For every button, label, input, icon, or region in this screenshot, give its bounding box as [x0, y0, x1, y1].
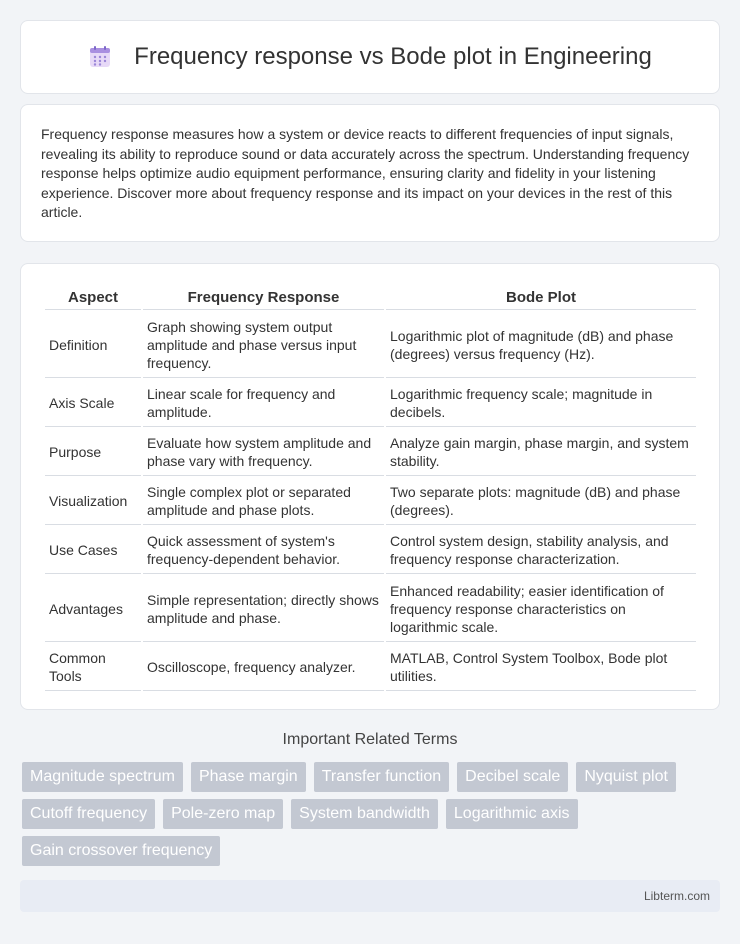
calendar-icon	[88, 45, 112, 69]
related-term-tag[interactable]: Transfer function	[314, 762, 449, 792]
cell-aspect: Visualization	[45, 478, 141, 525]
related-terms-list	[22, 762, 702, 873]
related-term-tag[interactable]: Phase margin	[191, 762, 306, 792]
cell-aspect: Use Cases	[45, 527, 141, 574]
table-row	[45, 380, 696, 427]
cell-bode-plot: MATLAB, Control System Toolbox, Bode plot utilities.	[386, 644, 696, 691]
cell-frequency-response: Quick assessment of system's frequency-dependent behavior.	[143, 527, 384, 574]
table-row	[45, 429, 696, 476]
cell-frequency-response: Simple representation; directly shows amplitude and phase.	[143, 576, 384, 642]
page-title: Frequency response vs Bode plot in Engineering	[134, 43, 652, 70]
cell-bode-plot: Enhanced readability; easier identification of frequency response characteristics on logarithmic scale.	[386, 576, 696, 642]
cell-frequency-response: Linear scale for frequency and amplitude.	[143, 380, 384, 427]
cell-aspect: Purpose	[45, 429, 141, 476]
table-row	[45, 576, 696, 642]
table-row	[45, 312, 696, 378]
cell-frequency-response: Graph showing system output amplitude and phase versus input frequency.	[143, 312, 384, 378]
cell-aspect: Axis Scale	[45, 380, 141, 427]
related-terms-heading: Important Related Terms	[282, 731, 458, 748]
cell-bode-plot: Two separate plots: magnitude (dB) and phase (degrees).	[386, 478, 696, 525]
cell-aspect: Common Tools	[45, 644, 141, 691]
related-term-tag[interactable]: Nyquist plot	[576, 762, 676, 792]
table-row	[45, 527, 696, 574]
footer	[20, 880, 720, 912]
intro-paragraph: Frequency response measures how a system or device reacts to different frequencies of input signals, revealing its ability to reproduce sound or data accurately across the spectrum. Understanding frequency response helps optimize audio equipment performance, ensuring clarity and fidelity in your listening experience. Discover more about frequency response and its impact on your devices in the rest of this article.	[41, 126, 690, 221]
cell-bode-plot: Logarithmic frequency scale; magnitude in decibels.	[386, 380, 696, 427]
related-term-tag[interactable]: Cutoff frequency	[22, 799, 155, 829]
title-card	[20, 20, 720, 94]
cell-bode-plot: Analyze gain margin, phase margin, and system stability.	[386, 429, 696, 476]
column-header-frequency-response: Frequency Response	[143, 286, 384, 310]
intro-card	[20, 104, 720, 242]
related-term-tag[interactable]: System bandwidth	[291, 799, 438, 829]
cell-aspect: Advantages	[45, 576, 141, 642]
column-header-aspect: Aspect	[45, 286, 141, 310]
table-header-row	[45, 286, 696, 310]
table-row	[45, 644, 696, 691]
related-term-tag[interactable]: Gain crossover frequency	[22, 836, 220, 866]
table-row	[45, 478, 696, 525]
cell-frequency-response: Evaluate how system amplitude and phase vary with frequency.	[143, 429, 384, 476]
related-term-tag[interactable]: Magnitude spectrum	[22, 762, 183, 792]
comparison-table	[43, 284, 698, 693]
comparison-card	[20, 263, 720, 710]
cell-aspect: Definition	[45, 312, 141, 378]
related-term-tag[interactable]: Logarithmic axis	[446, 799, 578, 829]
cell-frequency-response: Oscilloscope, frequency analyzer.	[143, 644, 384, 691]
related-term-tag[interactable]: Decibel scale	[457, 762, 568, 792]
cell-bode-plot: Control system design, stability analysis, and frequency response characterization.	[386, 527, 696, 574]
related-term-tag[interactable]: Pole-zero map	[163, 799, 283, 829]
cell-frequency-response: Single complex plot or separated amplitude and phase plots.	[143, 478, 384, 525]
cell-bode-plot: Logarithmic plot of magnitude (dB) and phase (degrees) versus frequency (Hz).	[386, 312, 696, 378]
footer-site-link[interactable]: Libterm.com	[643, 889, 710, 903]
column-header-bode-plot: Bode Plot	[386, 286, 696, 310]
